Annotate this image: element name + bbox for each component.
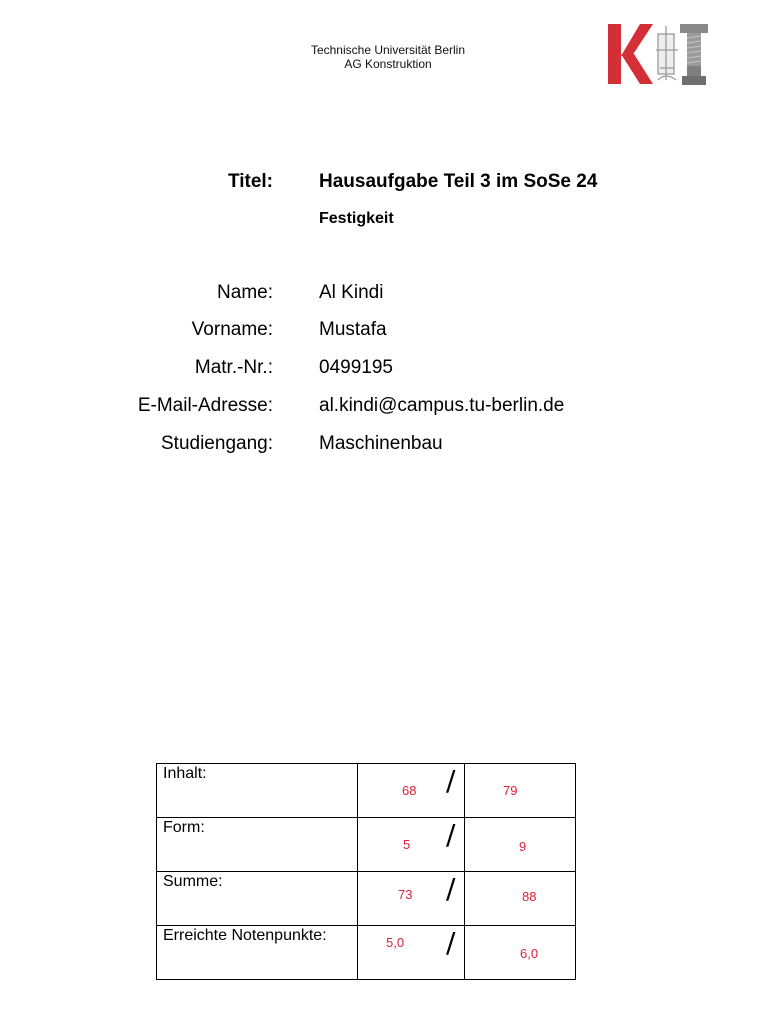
grade-row-label: Inhalt: xyxy=(163,765,207,782)
achieved-points-cell xyxy=(358,764,465,818)
study-program-value: Maschinenbau xyxy=(319,433,443,454)
achieved-points: 68 xyxy=(402,783,417,798)
name-label: Name: xyxy=(217,282,273,303)
max-points: 88 xyxy=(522,889,537,904)
grade-row-label: Summe: xyxy=(163,873,223,890)
grades-table xyxy=(156,763,576,980)
max-points-cell xyxy=(465,872,576,926)
grade-row-label-cell xyxy=(157,872,358,926)
max-points-cell xyxy=(465,926,576,980)
slash-separator: / xyxy=(446,926,456,959)
matriculation-label: Matr.-Nr.: xyxy=(194,357,273,378)
slash-separator: / xyxy=(446,818,456,851)
subtitle: Festigkeit xyxy=(319,210,394,227)
grade-row-label-cell xyxy=(157,818,358,872)
department-name: AG Konstruktion xyxy=(344,57,432,71)
achieved-points: 5 xyxy=(403,837,411,852)
table-row xyxy=(157,818,576,872)
ki-logo xyxy=(604,20,716,88)
institution-name: Technische Universität Berlin xyxy=(310,43,466,57)
max-points-cell xyxy=(465,818,576,872)
max-points: 6,0 xyxy=(520,946,539,961)
max-points: 9 xyxy=(519,839,527,854)
grade-row-label-cell xyxy=(157,764,358,818)
table-row xyxy=(157,926,576,980)
achieved-points-cell xyxy=(358,872,465,926)
email-value: al.kindi@campus.tu-berlin.de xyxy=(319,395,565,416)
max-points: 79 xyxy=(503,783,518,798)
study-program-label: Studiengang: xyxy=(161,433,273,454)
table-row xyxy=(157,764,576,818)
email-label: E-Mail-Adresse: xyxy=(137,395,273,416)
achieved-points: 5,0 xyxy=(386,935,405,950)
slash-separator: / xyxy=(446,872,456,905)
first-name-label: Vorname: xyxy=(191,319,273,340)
slash-separator: / xyxy=(446,764,456,797)
institution-header xyxy=(290,43,486,71)
achieved-points-cell xyxy=(358,818,465,872)
first-name-value: Mustafa xyxy=(319,319,387,340)
name-value: Al Kindi xyxy=(319,282,384,303)
max-points-cell xyxy=(465,764,576,818)
grade-row-label-cell xyxy=(157,926,358,980)
matriculation-value: 0499195 xyxy=(319,357,393,378)
title-value: Hausaufgabe Teil 3 im SoSe 24 xyxy=(319,171,598,192)
logo-letter-k xyxy=(608,24,653,84)
grade-row-label: Erreichte Notenpunkte: xyxy=(163,927,327,944)
achieved-points: 73 xyxy=(398,887,413,902)
title-label: Titel: xyxy=(227,171,273,192)
logo-construction-sketch xyxy=(656,26,678,80)
logo-letter-i-bolt xyxy=(680,24,708,85)
achieved-points-cell xyxy=(358,926,465,980)
grade-row-label: Form: xyxy=(163,819,205,836)
table-row xyxy=(157,872,576,926)
